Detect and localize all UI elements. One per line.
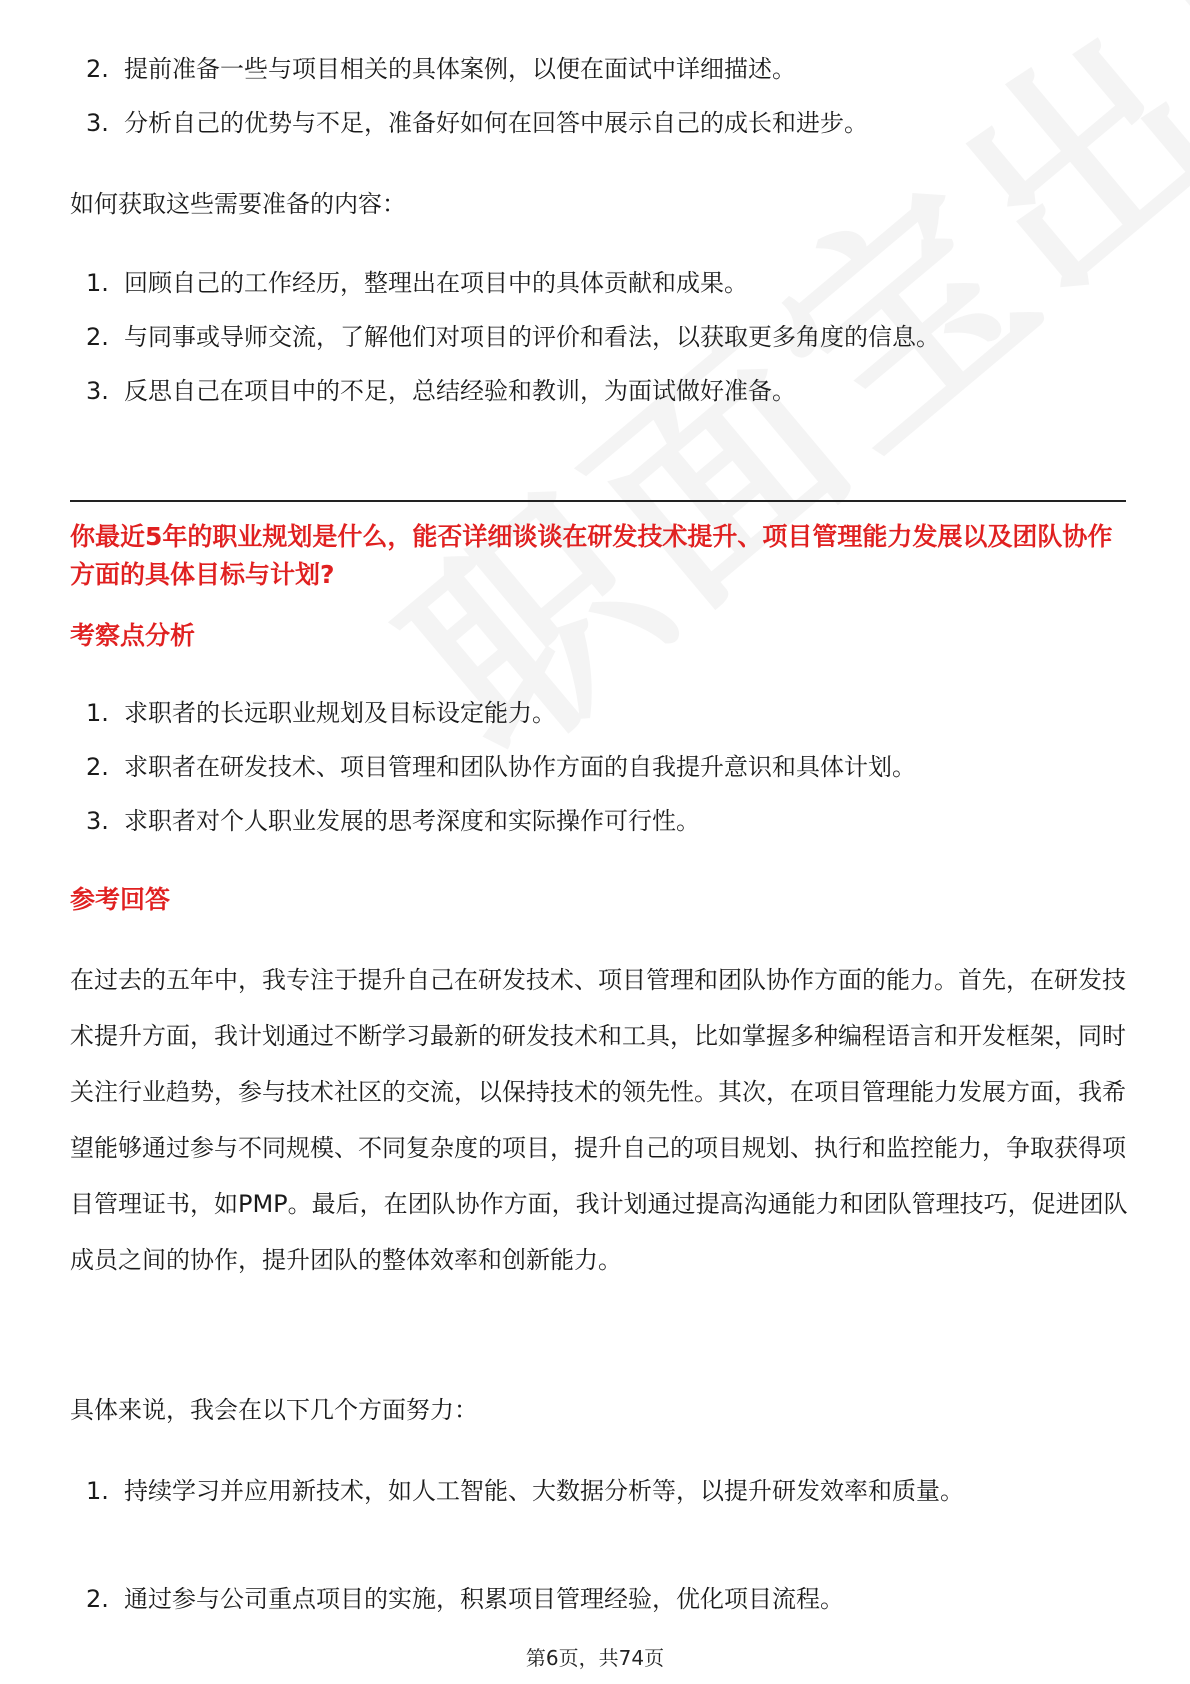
list-number: 3. xyxy=(86,807,109,835)
page-footer: 第6页，共74页 xyxy=(525,1646,665,1670)
list-text: 提前准备一些与项目相关的具体案例，以便在面试中详细描述。 xyxy=(124,55,796,83)
list-text: 反思自己在项目中的不足，总结经验和教训，为面试做好准备。 xyxy=(124,377,796,405)
list-text: 持续学习并应用新技术，如人工智能、大数据分析等，以提升研发效率和质量。 xyxy=(124,1477,964,1505)
specific-heading: 具体来说，我会在以下几个方面努力： xyxy=(70,1396,478,1424)
question-title: 你最近5年的职业规划是什么，能否详细谈谈在研发技术提升、项目管理能力发展以及团队协作方面的具体目标与计划? xyxy=(70,522,1113,589)
answer-heading: 参考回答 xyxy=(70,885,171,914)
list-number: 3. xyxy=(86,109,109,137)
list-number: 1. xyxy=(86,269,109,297)
how-heading: 如何获取这些需要准备的内容： xyxy=(70,190,406,218)
list-number: 2. xyxy=(86,55,109,83)
analysis-heading: 考察点分析 xyxy=(70,621,196,650)
list-number: 2. xyxy=(86,1585,109,1613)
list-text: 与同事或导师交流，了解他们对项目的评价和看法，以获取更多角度的信息。 xyxy=(124,323,940,351)
list-number: 2. xyxy=(86,323,109,351)
list-text: 通过参与公司重点项目的实施，积累项目管理经验，优化项目流程。 xyxy=(124,1585,844,1613)
list-number: 3. xyxy=(86,377,109,405)
list-text: 求职者的长远职业规划及目标设定能力。 xyxy=(124,699,556,727)
answer-paragraph: 在过去的五年中，我专注于提升自己在研发技术、项目管理和团队协作方面的能力。首先，在研发技术提升方面，我计划通过不断学习最新的研发技术和工具，比如掌握多种编程语言和开发框架，同时关注行业趋势，参与技术社区的交流，以保持技术的领先性。其次，在项目管理能力发展方面，我希望能够通过参与不同规模、不同复杂度的项目，提升自己的项目规划、执行和监控能力，争取获得项目管理证书，如PMP。最后，在团队协作方面，我计划通过提高沟通能力和团队管理技巧，促进团队成员之间的协作，提升团队的整体效率和创新能力。 xyxy=(70,966,1128,1274)
list-text: 分析自己的优势与不足，准备好如何在回答中展示自己的成长和进步。 xyxy=(124,109,868,137)
list-text: 求职者对个人职业发展的思考深度和实际操作可行性。 xyxy=(124,807,700,835)
list-text: 回顾自己的工作经历，整理出在项目中的具体贡献和成果。 xyxy=(124,269,748,297)
list-number: 2. xyxy=(86,753,109,781)
list-text: 求职者在研发技术、项目管理和团队协作方面的自我提升意识和具体计划。 xyxy=(124,753,916,781)
section-divider xyxy=(70,500,1126,502)
list-number: 1. xyxy=(86,1477,109,1505)
list-number: 1. xyxy=(86,699,109,727)
